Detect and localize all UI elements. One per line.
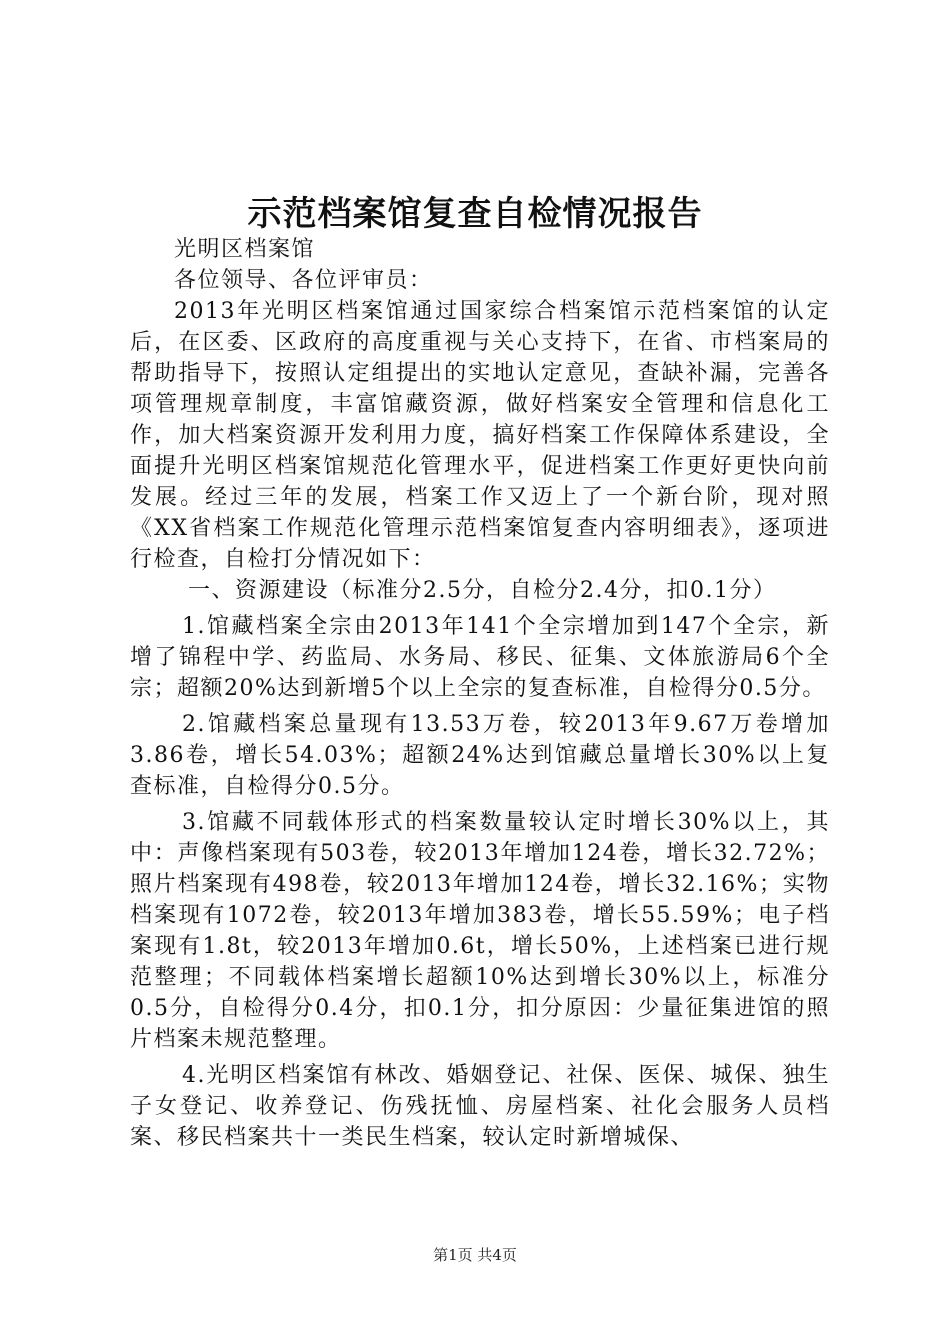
list-item: 1.馆藏档案全宗由2013年141个全宗增加到147个全宗，新增了锦程中学、药监局、水务局、移民、征集、文体旅游局6个全宗；超额20%达到新增5个以上全宗的复查标准，自检得分0.5分。 bbox=[130, 614, 830, 701]
document-title: 示范档案馆复查自检情况报告 bbox=[247, 194, 703, 234]
page-footer: 第1页 共4页 bbox=[433, 1246, 517, 1264]
document-body bbox=[130, 234, 830, 1153]
author-line: 光明区档案馆 bbox=[174, 237, 316, 262]
list-item: 3.馆藏不同载体形式的档案数量较认定时增长30%以上，其中：声像档案现有503卷，较2013年增加124卷，增长32.72%；照片档案现有498卷，较2013年增加124卷，增长32.16%；实物档案现有1072卷，较2013年增加383卷，增长55.59%；电子档案现有1.8t，较2013年增加0.6t，增长50%，上述档案已进行规范整理；不同载体档案增长超额10%达到增长30%以上，标准分0.5分，自检得分0.4分，扣0.1分，扣分原因：少量征集进馆的照片档案未规范整理。 bbox=[130, 810, 830, 1052]
salutation: 各位领导、各位评审员： bbox=[174, 268, 433, 293]
intro-paragraph: 2013年光明区档案馆通过国家综合档案馆示范档案馆的认定后，在区委、区政府的高度重视与关心支持下，在省、市档案局的帮助指导下，按照认定组提出的实地认定意见，查缺补漏，完善各项管理规章制度，丰富馆藏资源，做好档案安全管理和信息化工作，加大档案资源开发利用力度，搞好档案工作保障体系建设，全面提升光明区档案馆规范化管理水平，促进档案工作更好更快向前发展。经过三年的发展，档案工作又迈上了一个新台阶，现对照《XX省档案工作规范化管理示范档案馆复查内容明细表》，逐项进行检查，自检打分情况如下： bbox=[130, 299, 830, 572]
list-item: 2.馆藏档案总量现有13.53万卷，较2013年9.67万卷增加3.86卷，增长54.03%；超额24%达到馆藏总量增长30%以上复查标准，自检得分0.5分。 bbox=[130, 712, 830, 799]
list-item: 4.光明区档案馆有林改、婚姻登记、社保、医保、城保、独生子女登记、收养登记、伤残抚恤、房屋档案、社化会服务人员档案、移民档案共十一类民生档案，较认定时新增城保、 bbox=[130, 1063, 830, 1150]
section-heading: 一、资源建设（标准分2.5分，自检分2.4分，扣0.1分） bbox=[188, 578, 777, 603]
